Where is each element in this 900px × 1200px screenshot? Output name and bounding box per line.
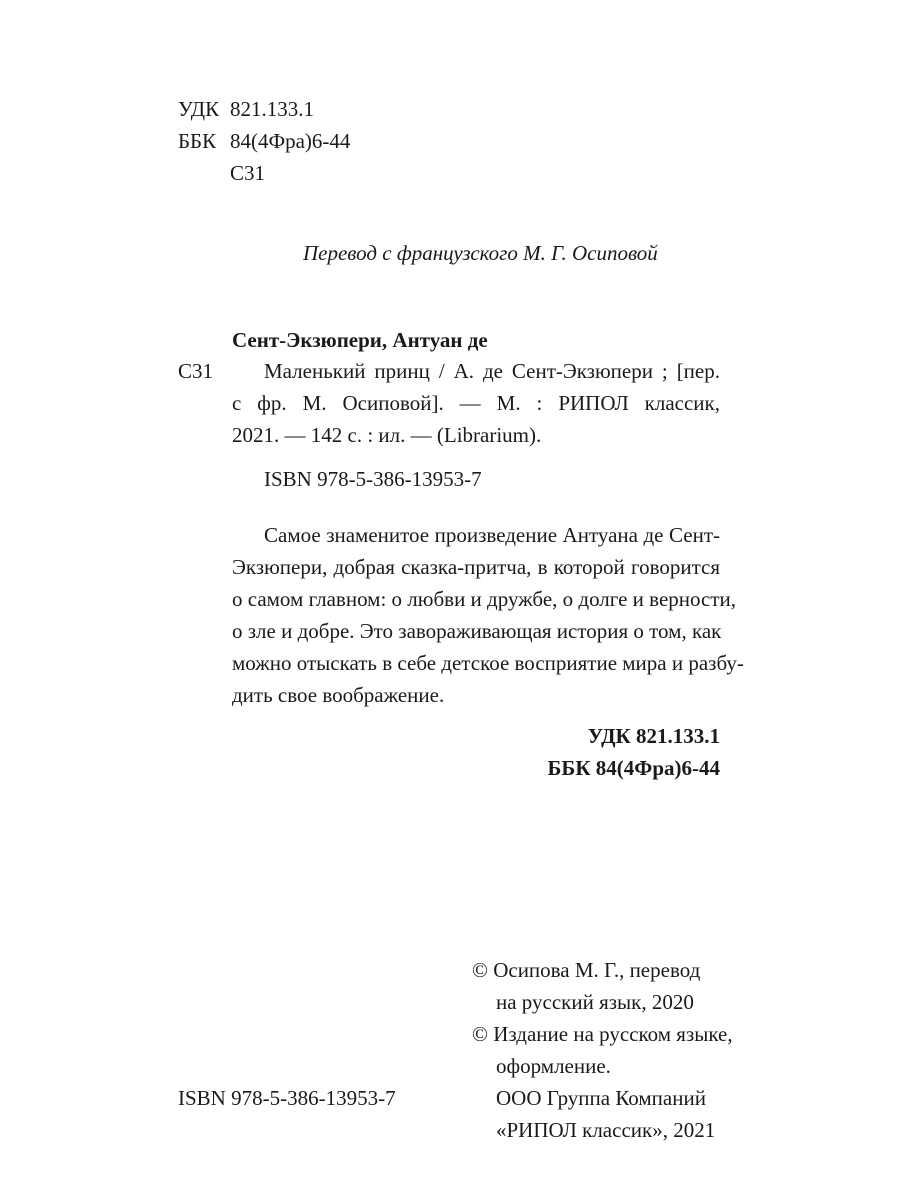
classification-top [178,93,350,189]
copyright-block [472,954,733,1146]
udk-label: УДК [178,97,220,121]
bibliographic-description [232,355,720,451]
annotation [232,519,744,711]
bbk-row [178,125,350,157]
bbk-value: 84(4Фра)6-44 [230,129,351,153]
bib-line: 2021. — 142 с. : ил. — (Librarium). [232,423,542,447]
copyright-line: на русский язык, 2020 [496,990,694,1014]
annotation-line: можно отыскать в себе детское восприятие мира и разбу- [232,651,744,675]
bbk-label: ББК [178,129,217,153]
bbk-bottom: ББК 84(4Фра)6-44 [547,756,720,780]
bib-line: с фр. М. Осиповой]. — М. : РИПОЛ классик, [232,391,720,415]
isbn-bottom: ISBN 978-5-386-13953-7 [178,1086,396,1110]
copyright-line: © Осипова М. Г., перевод [472,958,701,982]
author-mark: С31 [178,359,214,383]
author-mark-top: С31 [230,161,266,185]
author-mark-row [178,157,350,189]
copyright-line: ООО Группа Компаний [496,1086,706,1110]
translator-credit: Перевод с французского М. Г. Осиповой [303,241,658,265]
copyright-line: «РИПОЛ классик», 2021 [496,1118,716,1142]
udk-value: 821.133.1 [230,97,314,121]
isbn-record: ISBN 978-5-386-13953-7 [264,467,482,491]
annotation-line: дить свое воображение. [232,683,445,707]
copyright-line: © Издание на русском языке, [472,1022,733,1046]
bib-line: Маленький принц / А. де Сент-Экзюпери ; [пер. [264,359,720,383]
udk-row [178,93,350,125]
annotation-line: о самом главном: о любви и дружбе, о долге и верности, [232,587,737,611]
author-heading: Сент-Экзюпери, Антуан де [232,328,488,352]
annotation-line: Экзюпери, добрая сказка-притча, в которой говорится [232,555,720,579]
annotation-line: о зле и добре. Это завораживающая история о том, как [232,619,722,643]
copyright-line: оформление. [496,1054,611,1078]
annotation-line: Самое знаменитое произведение Антуана де Сент- [264,523,720,547]
udk-bottom: УДК 821.133.1 [587,724,720,748]
classification-bottom [548,720,720,784]
